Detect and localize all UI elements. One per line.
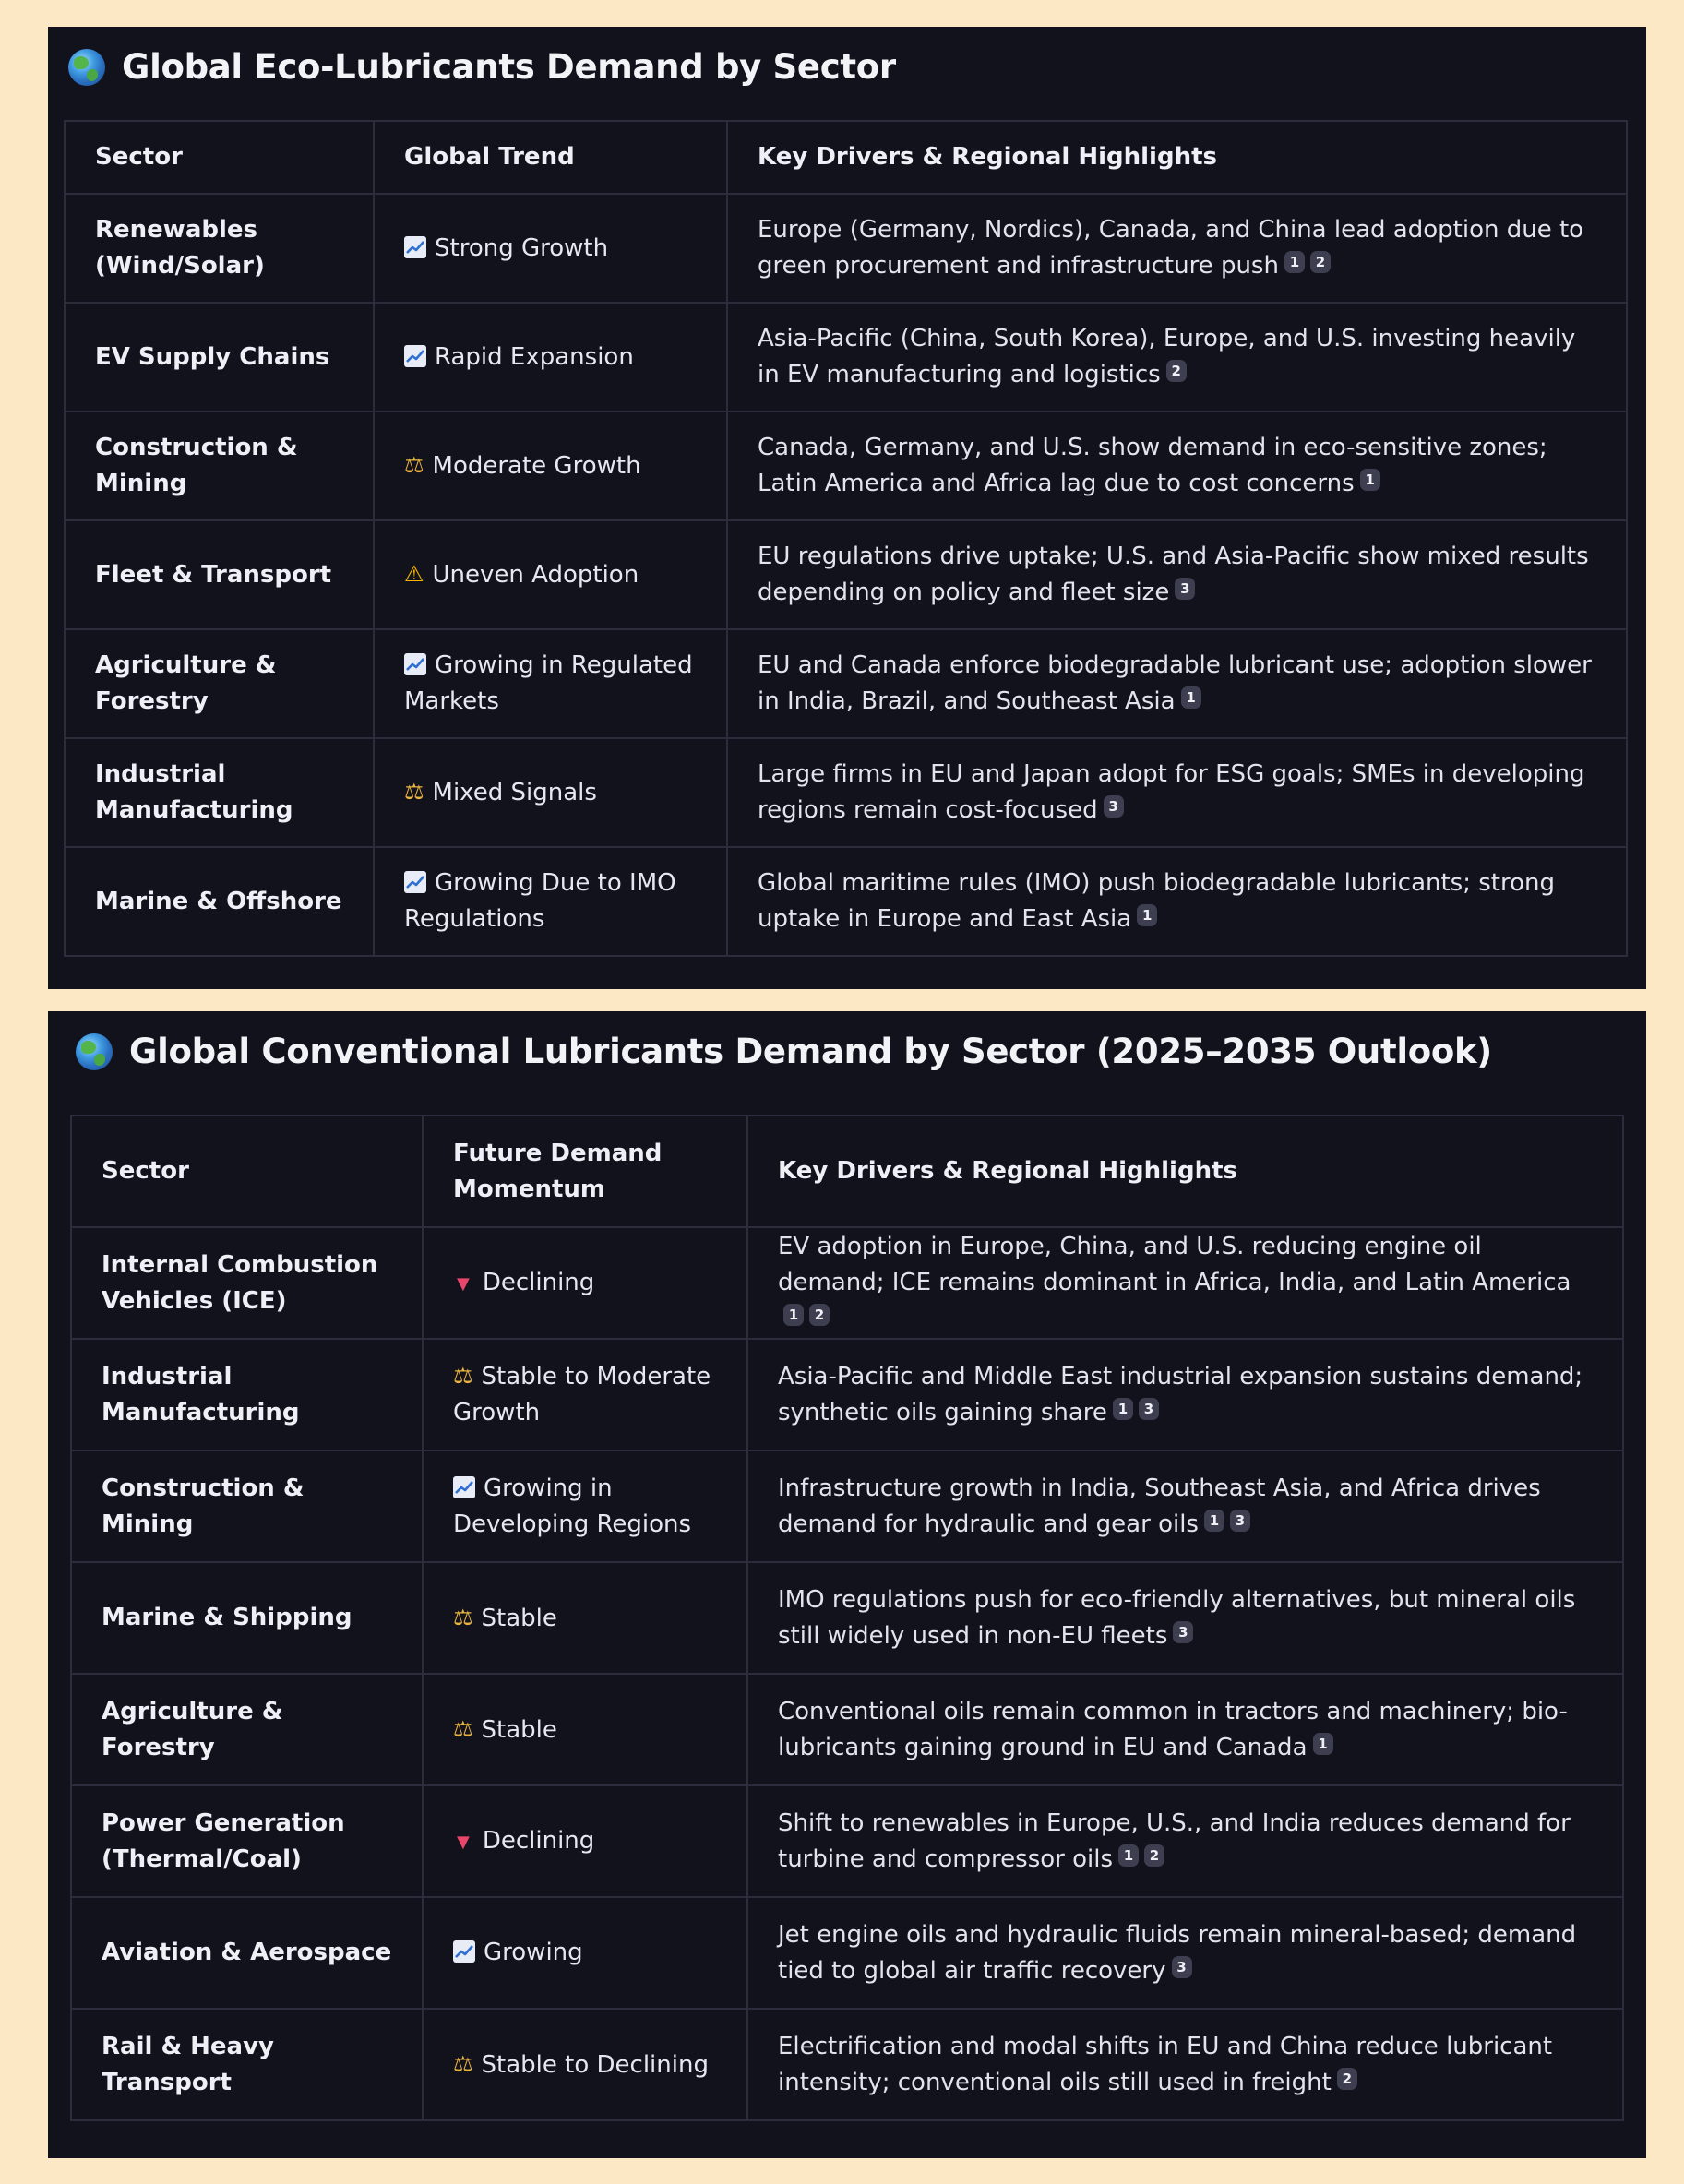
trend-label: Moderate Growth [432, 452, 641, 480]
trend-label: Stable to Moderate Growth [453, 1363, 711, 1426]
drivers-cell [727, 629, 1627, 738]
trend-cell [423, 1450, 747, 1562]
warning-icon: ⚠ [404, 561, 424, 587]
drivers-cell [747, 1562, 1623, 1674]
conventional-lubricants-panel [48, 1011, 1646, 2158]
down-triangle-icon: ▼ [457, 1832, 470, 1852]
sector-cell: Industrial Manufacturing [71, 1339, 423, 1450]
trend-cell [374, 303, 727, 412]
chart-up-icon [404, 345, 426, 367]
sector-cell: Industrial Manufacturing [65, 738, 374, 847]
drivers-text: Large firms in EU and Japan adopt for ESG goals; SMEs in developing regions remain cost-focused [758, 760, 1585, 824]
trend-label: Declining [482, 1826, 595, 1855]
table-row [71, 2009, 1623, 2120]
citation-badge[interactable]: 1 [1113, 1398, 1133, 1420]
conventional-lubricants-title [76, 1032, 1492, 1071]
scale-icon: ⚖ [453, 1363, 473, 1389]
sector-cell: Construction & Mining [71, 1450, 423, 1562]
citation-badge[interactable]: 1 [1284, 251, 1305, 273]
trend-label: Growing [484, 1939, 583, 1966]
header-sector: Sector [71, 1116, 423, 1227]
scale-icon: ⚖ [453, 1604, 473, 1630]
trend-label: Mixed Signals [432, 779, 597, 806]
drivers-text: Asia-Pacific (China, South Korea), Europe, and U.S. investing heavily in EV manufacturing and logistics [758, 325, 1576, 388]
sector-cell: Aviation & Aerospace [71, 1897, 423, 2009]
trend-cell [423, 2009, 747, 2120]
sector-cell: Power Generation (Thermal/Coal) [71, 1785, 423, 1897]
drivers-text: EU and Canada enforce biodegradable lubricant use; adoption slower in India, Brazil, and Southeast Asia [758, 651, 1592, 715]
citation-badge[interactable]: 1 [1137, 904, 1157, 926]
trend-cell [423, 1227, 747, 1339]
citation-badge[interactable]: 3 [1173, 1621, 1193, 1643]
drivers-cell [727, 194, 1627, 303]
trend-label: Growing in Regulated Markets [404, 651, 693, 715]
citation-badge[interactable]: 2 [1166, 360, 1187, 382]
drivers-text: Global maritime rules (IMO) push biodegradable lubricants; strong uptake in Europe and East Asia [758, 869, 1555, 933]
table-row [65, 303, 1627, 412]
drivers-text: Conventional oils remain common in tractors and machinery; bio-lubricants gaining ground in EU and Canada [778, 1697, 1568, 1761]
header-drivers: Key Drivers & Regional Highlights [727, 121, 1627, 194]
header-trend: Global Trend [374, 121, 727, 194]
header-momentum: Future Demand Momentum [423, 1116, 747, 1227]
sector-cell: Renewables (Wind/Solar) [65, 194, 374, 303]
drivers-text: EU regulations drive uptake; U.S. and Asia-Pacific show mixed results depending on policy and fleet size [758, 543, 1589, 606]
drivers-cell [747, 1897, 1623, 2009]
table-header-row [71, 1116, 1623, 1227]
trend-label: Rapid Expansion [435, 342, 634, 371]
drivers-text: IMO regulations push for eco-friendly alternatives, but mineral oils still widely used in non-EU fleets [778, 1585, 1576, 1650]
drivers-text: Canada, Germany, and U.S. show demand in eco-sensitive zones; Latin America and Africa lag due to cost concerns [758, 434, 1547, 497]
citation-badge[interactable]: 3 [1175, 578, 1195, 600]
drivers-text: Asia-Pacific and Middle East industrial expansion sustains demand; synthetic oils gaining share [778, 1362, 1583, 1426]
title-text: Global Eco-Lubricants Demand by Sector [122, 47, 896, 87]
trend-label: Growing Due to IMO Regulations [404, 869, 676, 933]
citation-badge[interactable]: 3 [1230, 1510, 1250, 1532]
table-row [71, 1897, 1623, 2009]
drivers-cell [727, 847, 1627, 956]
chart-up-icon [453, 1940, 475, 1963]
sector-cell: Construction & Mining [65, 412, 374, 520]
drivers-cell [747, 1674, 1623, 1785]
citation-badge[interactable]: 1 [1313, 1733, 1333, 1755]
globe-icon [68, 49, 105, 86]
trend-label: Uneven Adoption [432, 561, 639, 589]
sector-cell: Agriculture & Forestry [71, 1674, 423, 1785]
citation-badge[interactable]: 1 [1181, 686, 1201, 709]
drivers-cell [727, 738, 1627, 847]
citation-badge[interactable]: 2 [809, 1304, 830, 1326]
citation-badge[interactable]: 1 [783, 1304, 804, 1326]
drivers-text: Electrification and modal shifts in EU and China reduce lubricant intensity; conventional oils still used in freight [778, 2032, 1553, 2096]
table-row [65, 629, 1627, 738]
eco-lubricants-table [64, 120, 1628, 957]
table-row [65, 194, 1627, 303]
citation-badge[interactable]: 2 [1310, 251, 1331, 273]
table-row [65, 412, 1627, 520]
conventional-lubricants-table [70, 1115, 1624, 2121]
trend-cell [423, 1339, 747, 1450]
table-row [71, 1785, 1623, 1897]
table-row [71, 1339, 1623, 1450]
trend-cell [423, 1785, 747, 1897]
table-header-row [65, 121, 1627, 194]
table-row [65, 738, 1627, 847]
drivers-cell [727, 520, 1627, 629]
citation-badge[interactable]: 2 [1337, 2068, 1357, 2090]
eco-lubricants-title [68, 47, 896, 87]
title-text: Global Conventional Lubricants Demand by Sector (2025–2035 Outlook) [129, 1032, 1492, 1071]
trend-cell [374, 520, 727, 629]
sector-cell: Marine & Shipping [71, 1562, 423, 1674]
drivers-cell [747, 1450, 1623, 1562]
trend-cell [423, 1562, 747, 1674]
sector-cell: Marine & Offshore [65, 847, 374, 956]
sector-cell: Rail & Heavy Transport [71, 2009, 423, 2120]
drivers-cell [727, 303, 1627, 412]
table-row [65, 520, 1627, 629]
citation-badge[interactable]: 3 [1139, 1398, 1159, 1420]
sector-cell: EV Supply Chains [65, 303, 374, 412]
trend-label: Growing in Developing Regions [453, 1474, 692, 1538]
scale-icon: ⚖ [404, 452, 424, 478]
trend-label: Stable [481, 1604, 557, 1632]
chart-up-icon [404, 236, 426, 258]
trend-label: Declining [482, 1268, 595, 1296]
header-drivers: Key Drivers & Regional Highlights [747, 1116, 1623, 1227]
chart-up-icon [404, 871, 426, 893]
header-sector: Sector [65, 121, 374, 194]
citation-badge[interactable]: 2 [1144, 1844, 1164, 1867]
drivers-cell [747, 2009, 1623, 2120]
eco-lubricants-panel [48, 27, 1646, 989]
trend-cell [374, 412, 727, 520]
trend-label: Strong Growth [435, 233, 609, 262]
trend-cell [423, 1674, 747, 1785]
citation-badge[interactable]: 1 [1204, 1510, 1224, 1532]
drivers-text: Infrastructure growth in India, Southeast Asia, and Africa drives demand for hydraulic and gear oils [778, 1474, 1541, 1538]
sector-cell: Internal Combustion Vehicles (ICE) [71, 1227, 423, 1339]
drivers-cell [747, 1339, 1623, 1450]
scale-icon: ⚖ [453, 1715, 473, 1742]
trend-cell [374, 738, 727, 847]
table-row [71, 1562, 1623, 1674]
drivers-text: EV adoption in Europe, China, and U.S. reducing engine oil demand; ICE remains dominant in Africa, India, and Latin America [778, 1233, 1571, 1296]
drivers-cell [727, 412, 1627, 520]
citation-badge[interactable]: 3 [1104, 795, 1124, 818]
citation-badge[interactable]: 1 [1360, 469, 1380, 491]
trend-cell [423, 1897, 747, 2009]
drivers-text: Jet engine oils and hydraulic fluids remain mineral-based; demand tied to global air traffic recovery [778, 1920, 1577, 1985]
table-row [65, 847, 1627, 956]
table-row [71, 1450, 1623, 1562]
citation-badge[interactable]: 3 [1172, 1956, 1192, 1978]
scale-icon: ⚖ [453, 2050, 473, 2077]
down-triangle-icon: ▼ [457, 1273, 470, 1294]
drivers-text: Europe (Germany, Nordics), Canada, and China lead adoption due to green procurement and infrastructure push [758, 216, 1584, 280]
sector-cell: Fleet & Transport [65, 520, 374, 629]
drivers-cell [747, 1227, 1623, 1339]
globe-icon [76, 1033, 113, 1070]
sector-cell: Agriculture & Forestry [65, 629, 374, 738]
chart-up-icon [404, 653, 426, 675]
trend-cell [374, 194, 727, 303]
trend-cell [374, 629, 727, 738]
trend-label: Stable [481, 1715, 557, 1744]
table-row [71, 1674, 1623, 1785]
chart-up-icon [453, 1476, 475, 1498]
trend-label: Stable to Declining [481, 2050, 709, 2079]
trend-cell [374, 847, 727, 956]
citation-badge[interactable]: 1 [1118, 1844, 1139, 1867]
drivers-cell [747, 1785, 1623, 1897]
table-row [71, 1227, 1623, 1339]
drivers-text: Shift to renewables in Europe, U.S., and India reduces demand for turbine and compressor oils [778, 1808, 1571, 1873]
scale-icon: ⚖ [404, 779, 424, 805]
